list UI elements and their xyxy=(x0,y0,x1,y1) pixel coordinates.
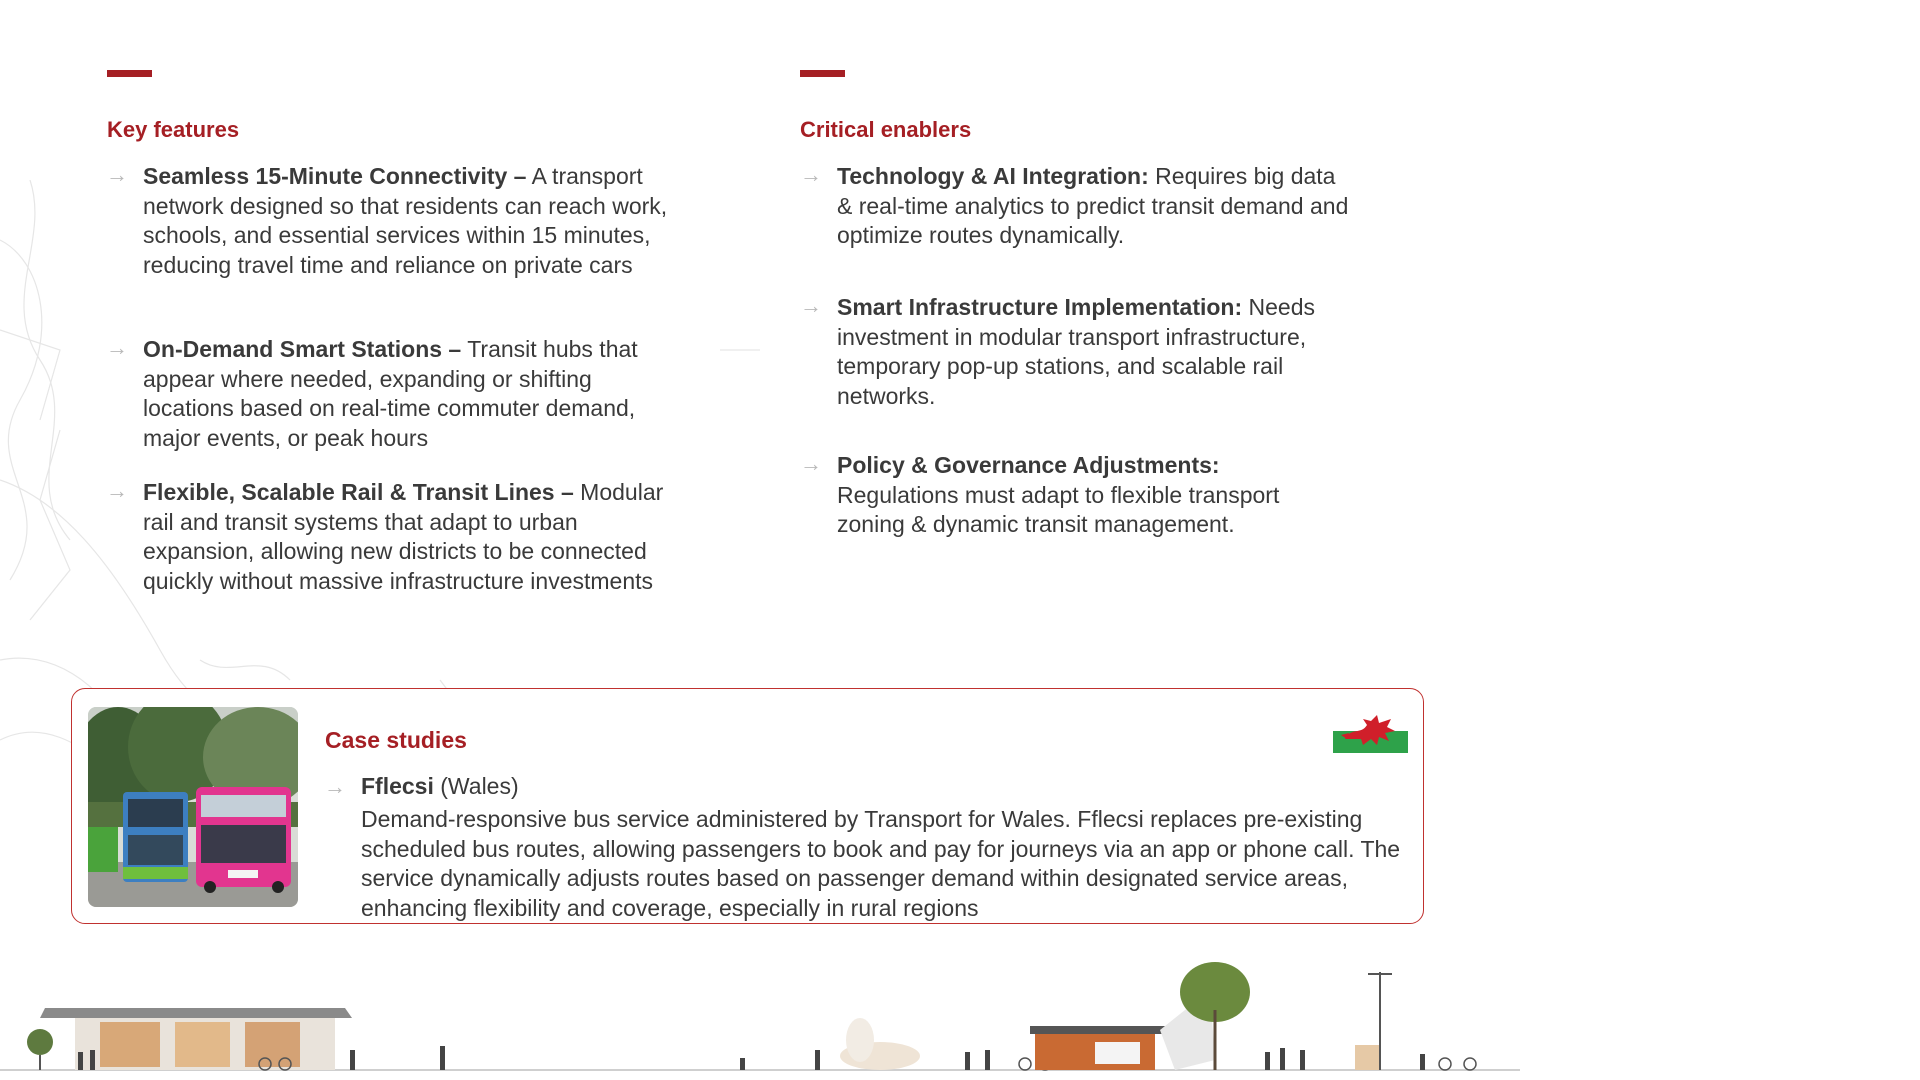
critical-enablers-heading: Critical enablers xyxy=(800,117,972,142)
arrow-right-icon: → xyxy=(106,478,128,503)
enabler-item xyxy=(800,293,1357,411)
key-feature-text: A transport network designed so that residents can reach work, schools, and essential services within 15 minutes, reducing travel time and reliance on private cars xyxy=(143,163,668,278)
enabler-text: Regulations must adapt to flexible transport zoning & dynamic transit management. xyxy=(837,481,1280,537)
key-feature-item xyxy=(106,162,683,280)
key-feature-text: Transit hubs that appear where needed, expanding or shifting locations based on real-time commuter demand, major events, or peak hours xyxy=(143,336,638,451)
key-feature-title: Seamless 15-Minute Connectivity – xyxy=(143,163,527,189)
wales-flag-icon xyxy=(1333,709,1408,753)
enabler-title: Technology & AI Integration: xyxy=(837,163,1149,189)
enabler-text: Needs investment in modular transport infrastructure, temporary pop-up stations, and scalable rail networks. xyxy=(837,294,1316,409)
case-study-description: Demand-responsive bus service administered by Transport for Wales. Fflecsi replaces pre-existing scheduled bus routes, allowing passengers to book and pay for journeys via an app or phone call. The service dynamically adjusts routes based on passenger demand within designated service areas, enhancing flexibility and coverage, especially in rural regions xyxy=(361,806,1401,921)
arrow-right-icon: → xyxy=(106,335,128,360)
key-feature-title: On-Demand Smart Stations – xyxy=(143,336,462,362)
case-studies-box xyxy=(71,688,1424,924)
case-study-name: Fflecsi xyxy=(361,773,434,799)
case-study-title xyxy=(324,772,519,801)
bus-photo xyxy=(88,707,298,907)
streetscape-illustration xyxy=(0,960,1520,1080)
key-feature-item xyxy=(106,335,683,453)
critical-enablers-accent-bar xyxy=(800,70,845,77)
enabler-item xyxy=(800,162,1357,251)
case-study-location: (Wales) xyxy=(433,773,519,799)
arrow-right-icon: → xyxy=(800,162,822,187)
key-feature-text: Modular rail and transit systems that adapt to urban expansion, allowing new districts to be connected quickly without massive infrastructure investments xyxy=(143,479,664,594)
arrow-right-icon: → xyxy=(800,451,822,476)
enabler-title: Smart Infrastructure Implementation: xyxy=(837,294,1243,320)
enabler-text: Requires big data & real-time analytics to predict transit demand and optimize routes dynamically. xyxy=(837,163,1349,248)
case-studies-heading: Case studies xyxy=(325,727,467,753)
key-feature-title: Flexible, Scalable Rail & Transit Lines – xyxy=(143,479,574,505)
arrow-right-icon: → xyxy=(106,162,128,187)
key-features-heading: Key features xyxy=(107,117,240,142)
key-features-accent-bar xyxy=(107,70,152,77)
enabler-item xyxy=(800,451,1337,540)
enabler-title: Policy & Governance Adjustments: xyxy=(837,452,1220,478)
key-feature-item xyxy=(106,478,683,596)
arrow-right-icon: → xyxy=(800,293,822,318)
arrow-right-icon: → xyxy=(324,774,346,799)
